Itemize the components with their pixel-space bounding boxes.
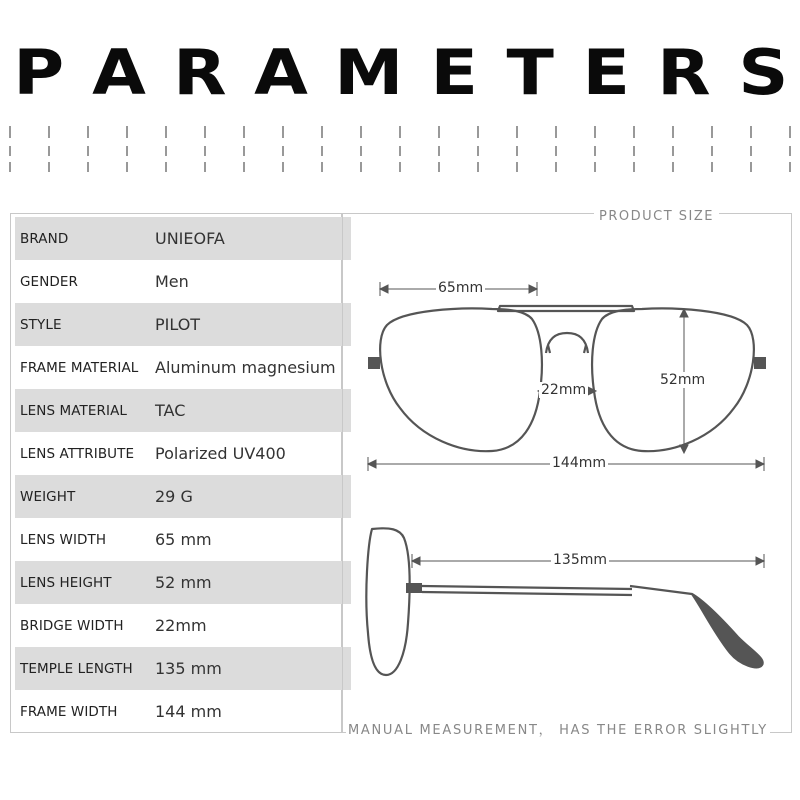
spec-row-lens-width (15, 518, 351, 561)
spec-label: LENS MATERIAL (20, 402, 128, 419)
spec-row-style (15, 303, 351, 346)
spec-label: LENS HEIGHT (20, 574, 112, 591)
temple-length-label: 135mm (553, 552, 607, 568)
spec-row-brand (15, 217, 351, 260)
spec-row-lens-height (15, 561, 351, 604)
spec-row-frame-width (15, 690, 351, 733)
spec-value: Aluminum magnesium (155, 358, 336, 377)
spec-label: STYLE (20, 316, 62, 333)
spec-row-bridge-width (15, 604, 351, 647)
lens-height-label: 52mm (660, 372, 706, 388)
panel-heading: PRODUCT SIZE (594, 209, 719, 224)
title-letter: S (738, 36, 789, 109)
spec-value: 52 mm (155, 573, 212, 592)
spec-label: LENS ATTRIBUTE (20, 445, 135, 462)
spec-label: GENDER (20, 273, 78, 290)
side-lens (366, 528, 409, 675)
temple-tip (630, 586, 763, 667)
decorative-ticks (0, 126, 800, 172)
spec-row-weight (15, 475, 351, 518)
spec-label: TEMPLE LENGTH (20, 660, 133, 677)
spec-row-temple-length (15, 647, 351, 690)
spec-label: LENS WIDTH (20, 531, 107, 548)
frame-width-label: 144mm (552, 455, 606, 471)
bridge (546, 333, 588, 353)
brow-bar (498, 306, 634, 311)
spec-value: TAC (155, 401, 186, 420)
spec-value: 144 mm (155, 702, 222, 721)
spec-value: Polarized UV400 (155, 444, 286, 463)
temple-arm (422, 586, 632, 589)
title-letter: R (657, 36, 711, 109)
spec-row-gender (15, 260, 351, 303)
title-letter: E (582, 36, 630, 109)
spec-value: 22mm (155, 616, 207, 635)
bridge-width-label: 22mm (541, 382, 587, 398)
title-letter: R (173, 36, 227, 109)
spec-label: WEIGHT (20, 488, 76, 505)
temple-arm-lower (422, 592, 632, 595)
nose-pad-left (548, 345, 550, 353)
lens-width-label: 65mm (438, 280, 484, 296)
spec-value: 65 mm (155, 530, 212, 549)
hinge-right (754, 357, 766, 369)
spec-row-lens-material (15, 389, 351, 432)
spec-value: 135 mm (155, 659, 222, 678)
spec-row-lens-attribute (15, 432, 351, 475)
spec-label: BRIDGE WIDTH (20, 617, 124, 634)
spec-label: BRAND (20, 230, 69, 247)
spec-label: FRAME MATERIAL (20, 359, 139, 376)
spec-value: Men (155, 272, 189, 291)
spec-value: UNIEOFA (155, 229, 225, 248)
spec-label: FRAME WIDTH (20, 703, 118, 720)
page-title (0, 38, 800, 108)
nose-pad-right (584, 345, 586, 353)
title-letter: E (430, 36, 479, 109)
hinge-left (368, 357, 380, 369)
spec-row-frame-material (15, 346, 351, 389)
title-letter: T (506, 36, 554, 109)
title-letter: M (334, 36, 404, 109)
left-lens (380, 308, 542, 451)
title-letter: P (13, 36, 65, 109)
product-size-panel (342, 209, 792, 738)
spec-value: 29 G (155, 487, 193, 506)
spec-value: PILOT (155, 315, 201, 334)
title-letter: A (91, 36, 146, 109)
side-hinge (406, 583, 422, 593)
panel-footnote: MANUAL MEASUREMENT， HAS THE ERROR SLIGHTLY (346, 719, 770, 738)
spec-table (10, 213, 342, 733)
title-letter: A (254, 36, 308, 109)
